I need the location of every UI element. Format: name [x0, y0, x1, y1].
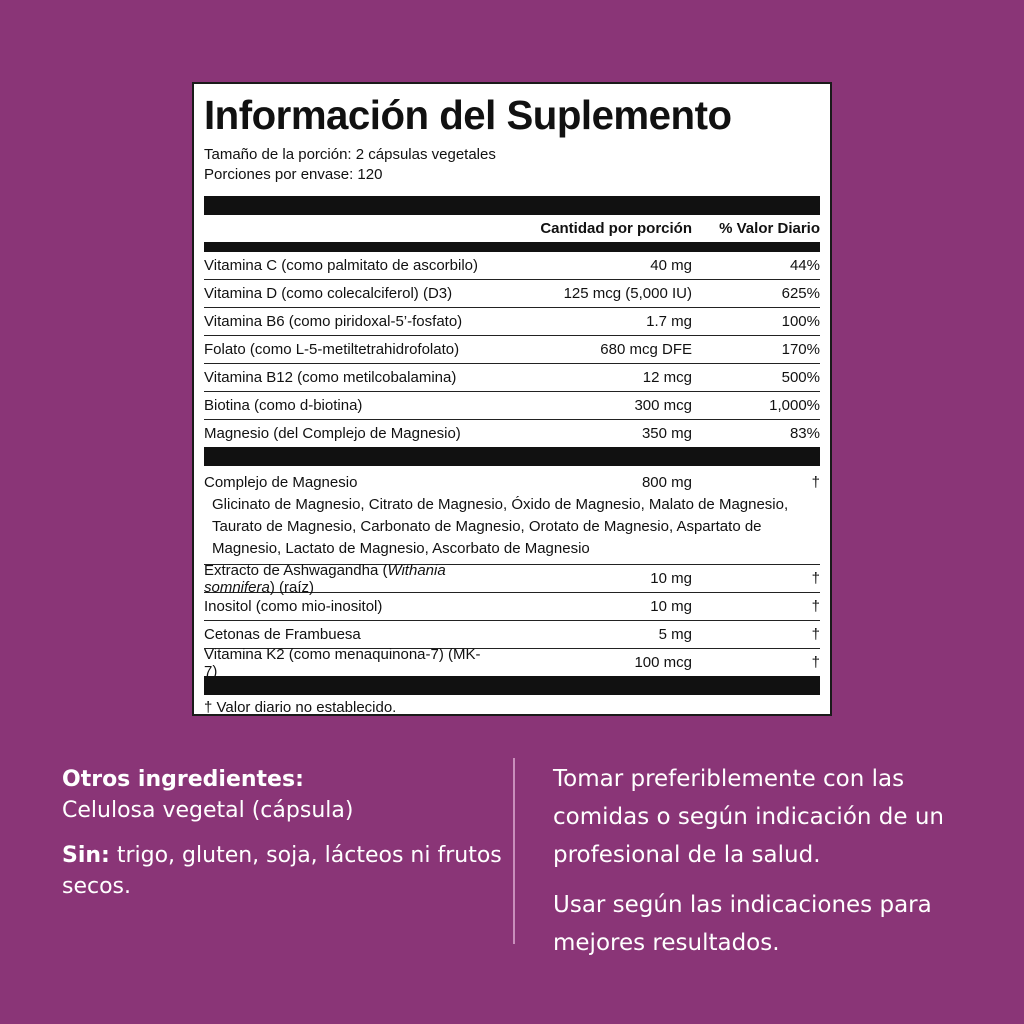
usage-block: [553, 760, 993, 962]
table-row: [204, 252, 820, 280]
dv-header: % Valor Diario: [719, 220, 820, 237]
header-divider: [204, 242, 820, 252]
table-row: [204, 364, 820, 392]
nutrient-name: Vitamina C (como palmitato de ascorbilo): [204, 257, 479, 274]
nutrient-name: Cetonas de Frambuesa: [204, 626, 361, 643]
servings-per-container: Porciones por envase: 120: [204, 166, 383, 183]
nutrient-amount: 300 mcg: [634, 397, 692, 414]
nutrient-name: Magnesio (del Complejo de Magnesio): [204, 425, 461, 442]
free-from: [62, 840, 502, 902]
magnesium-complex: [204, 466, 820, 565]
usage-text-2: Usar según las indicaciones para mejores resultados.: [553, 892, 932, 956]
table-row: [204, 561, 820, 596]
complex-dv: †: [811, 474, 820, 491]
nutrient-dv: †: [811, 598, 820, 615]
nutrient-dv: 170%: [781, 341, 820, 358]
nutrient-dv: 100%: [781, 313, 820, 330]
nutrient-name: Extracto de Ashwagandha (Withania somnifera) (raíz): [204, 561, 446, 596]
supplement-facts-panel: [192, 82, 832, 716]
nutrient-dv: 500%: [781, 369, 820, 386]
vitamin-rows: [204, 252, 820, 447]
nutrient-dv: 44%: [789, 257, 820, 274]
nutrient-amount: 680 mcg DFE: [600, 341, 692, 358]
thick-divider: [204, 196, 820, 215]
nutrient-amount: 1.7 mg: [646, 313, 692, 330]
serving-info: [204, 145, 820, 185]
table-row: [204, 645, 820, 680]
table-row: [204, 420, 820, 447]
complex-components: Glicinato de Magnesio, Citrato de Magnesio, Óxido de Magnesio, Malato de Magnesio, Taurato de Magnesio, Carbonato de Magnesio, Orotato de Magnesio, Aspartato de Magnesio, Lactato de Magnesio, Ascorbato de Magnesio: [204, 494, 820, 565]
complex-amount: 800 mg: [641, 474, 692, 491]
nutrient-amount: 40 mg: [650, 257, 692, 274]
nutrient-amount: 5 mg: [658, 626, 692, 643]
nutrient-name: Vitamina B6 (como piridoxal-5’-fosfato): [204, 313, 463, 330]
nutrient-name: Vitamina B12 (como metilcobalamina): [204, 369, 457, 386]
nutrient-amount: 10 mg: [650, 598, 692, 615]
complex-name: Complejo de Magnesio: [204, 474, 358, 491]
amount-header: Cantidad por porción: [540, 220, 692, 237]
other-ingredients-value: Celulosa vegetal (cápsula): [62, 798, 354, 823]
footnote: † Valor diario no establecido.: [204, 699, 397, 716]
nutrient-amount: 12 mcg: [642, 369, 692, 386]
other-ingredients: [62, 764, 502, 826]
latin-name: Withania somnifera: [204, 561, 446, 596]
vertical-divider: [513, 758, 515, 944]
nutrient-dv: 625%: [781, 285, 820, 302]
nutrient-dv: †: [811, 654, 820, 671]
usage-text-1: Tomar preferiblemente con las comidas o según indicación de un profesional de la salud.: [553, 766, 944, 868]
nutrient-amount: 10 mg: [650, 570, 692, 587]
serving-size: Tamaño de la porción: 2 cápsulas vegetales: [204, 146, 496, 163]
nutrient-amount: 100 mcg: [634, 654, 692, 671]
table-row: [204, 593, 820, 621]
ingredients-block: [62, 764, 502, 902]
nutrient-name: Vitamina K2 (como menaquinona-7) (MK-7): [204, 645, 481, 680]
nutrient-name: Inositol (como mio-inositol): [204, 598, 383, 615]
nutrient-name: Vitamina D (como colecalciferol) (D3): [204, 285, 453, 302]
nutrient-dv: †: [811, 570, 820, 587]
nutrient-amount: 350 mg: [641, 425, 692, 442]
free-from-label: Sin:: [62, 843, 110, 868]
free-from-value: trigo, gluten, soja, lácteos ni frutos secos.: [62, 843, 502, 899]
column-header: [204, 215, 820, 242]
nutrient-name: Folato (como L-5-metiltetrahidrofolato): [204, 341, 460, 358]
nutrient-amount: 125 mcg (5,000 IU): [563, 285, 692, 302]
table-row: [204, 336, 820, 364]
other-ingredients-label: Otros ingredientes:: [62, 767, 304, 792]
nutrient-name: Biotina (como d-biotina): [204, 397, 363, 414]
panel-title: Información del Suplemento: [204, 92, 732, 138]
section-divider: [204, 447, 820, 466]
nutrient-dv: 83%: [789, 425, 820, 442]
table-row: [204, 392, 820, 420]
table-row: [204, 308, 820, 336]
nutrient-dv: †: [811, 626, 820, 643]
nutrient-dv: 1,000%: [769, 397, 820, 414]
table-row: [204, 280, 820, 308]
complex-row: [204, 472, 820, 494]
